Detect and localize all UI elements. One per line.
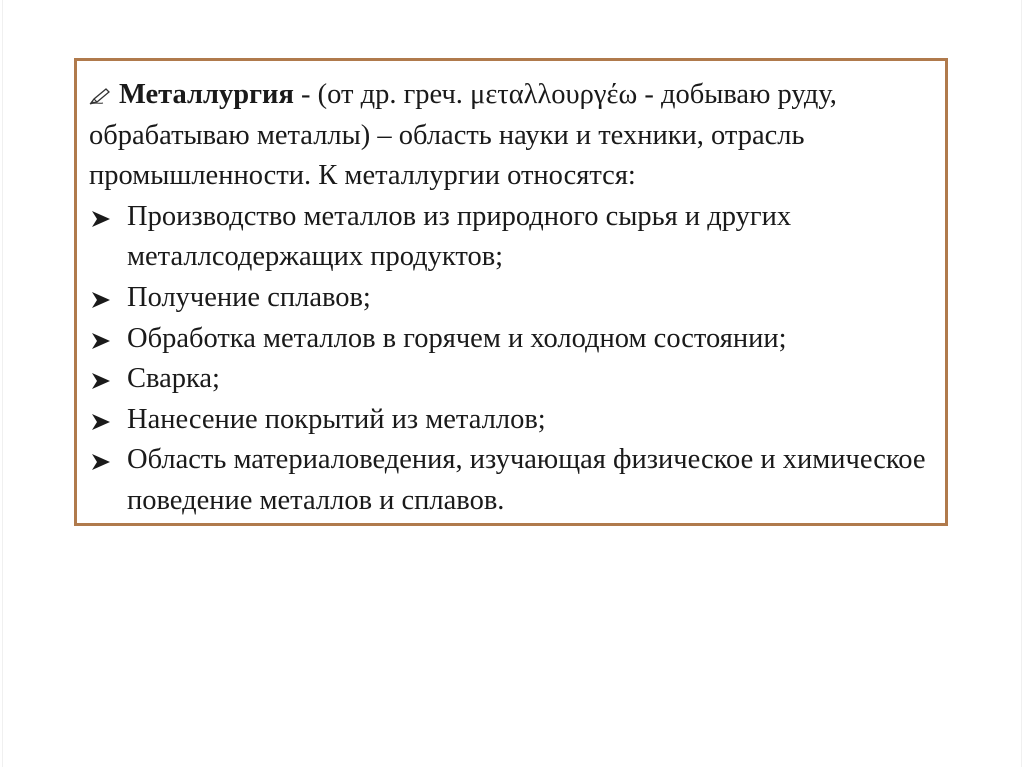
definition-text: - (от др. греч. μεταλλουργέω - добываю руду, обрабатываю металлы) – область науки и техники, отрасль промышленности. К металлургии относятся: (89, 79, 837, 192)
list-item-text: Нанесение покрытий из металлов; (127, 403, 546, 435)
list-item-text: Область материаловедения, изучающая физическое и химическое поведение металлов и сплавов. (127, 444, 926, 516)
arrow-bullet-icon (91, 197, 117, 237)
term-metallurgy: Металлургия (119, 79, 294, 110)
list-item-text: Сварка; (127, 363, 220, 395)
list-item (89, 319, 929, 360)
bullet-list (89, 197, 929, 522)
list-item (89, 400, 929, 441)
arrow-bullet-icon (91, 319, 117, 359)
definition-box (74, 58, 948, 526)
arrow-bullet-icon (91, 400, 117, 440)
list-item (89, 359, 929, 400)
list-item-text: Производство металлов из природного сырья и других металлсодержащих продуктов; (127, 200, 792, 273)
list-item-text: Обработка металлов в горячем и холодном состоянии; (127, 322, 787, 354)
arrow-bullet-icon (91, 359, 117, 399)
list-item (89, 440, 929, 521)
writing-hand-icon (89, 75, 113, 116)
list-item (89, 197, 929, 278)
list-item (89, 278, 929, 319)
arrow-bullet-icon (91, 278, 117, 318)
list-item-text: Получение сплавов; (127, 281, 371, 313)
intro-paragraph (89, 75, 929, 197)
arrow-bullet-icon (91, 440, 117, 480)
